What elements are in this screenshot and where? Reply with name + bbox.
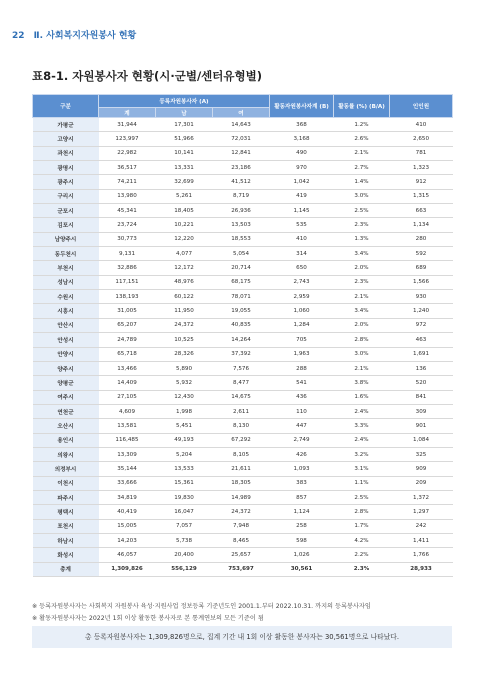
cell-rate: 2.5% xyxy=(334,490,390,504)
cell-staff: 1,315 xyxy=(390,189,453,203)
cell-staff: 410 xyxy=(390,118,453,132)
cell-female: 7,576 xyxy=(213,361,270,375)
cell-rate: 2.8% xyxy=(334,333,390,347)
cell-total: 36,517 xyxy=(99,161,156,175)
section-title: Ⅱ. 사회복지자원봉사 현황 xyxy=(33,31,137,41)
cell-female: 37,392 xyxy=(213,347,270,361)
cell-total: 13,466 xyxy=(99,361,156,375)
cell-active: 383 xyxy=(270,476,334,490)
cell-total: 13,581 xyxy=(99,419,156,433)
cell-region: 안산시 xyxy=(33,318,99,332)
cell-female: 18,305 xyxy=(213,476,270,490)
table-row xyxy=(33,548,453,562)
cell-rate: 2.1% xyxy=(334,290,390,304)
cell-staff: 1,240 xyxy=(390,304,453,318)
table-row xyxy=(33,204,453,218)
table-row xyxy=(33,505,453,519)
cell-active: 2,959 xyxy=(270,290,334,304)
cell-male: 11,950 xyxy=(156,304,213,318)
cell-region: 화성시 xyxy=(33,548,99,562)
table-row xyxy=(33,476,453,490)
table-row xyxy=(33,376,453,390)
cell-female: 20,714 xyxy=(213,261,270,275)
cell-rate: 3.1% xyxy=(334,462,390,476)
cell-male: 60,122 xyxy=(156,290,213,304)
cell-staff: 972 xyxy=(390,318,453,332)
cell-staff: 689 xyxy=(390,261,453,275)
table-row xyxy=(33,218,453,232)
cell-region: 양주시 xyxy=(33,361,99,375)
cell-staff: 520 xyxy=(390,376,453,390)
col-active-header: 활동자원봉사자계 (B) xyxy=(270,95,334,118)
cell-total: 22,982 xyxy=(99,146,156,160)
cell-staff: 1,134 xyxy=(390,218,453,232)
cell-region: 하남시 xyxy=(33,533,99,547)
cell-active: 368 xyxy=(270,118,334,132)
cell-male: 5,261 xyxy=(156,189,213,203)
cell-male: 4,077 xyxy=(156,247,213,261)
cell-region: 광주시 xyxy=(33,175,99,189)
cell-male: 10,141 xyxy=(156,146,213,160)
cell-female: 25,657 xyxy=(213,548,270,562)
table-row xyxy=(33,118,453,132)
cell-female: 2,611 xyxy=(213,404,270,418)
cell-total: 31,005 xyxy=(99,304,156,318)
cell-staff: 909 xyxy=(390,462,453,476)
cell-female: 26,936 xyxy=(213,204,270,218)
table-row xyxy=(33,447,453,461)
table-row xyxy=(33,132,453,146)
cell-rate: 2.3% xyxy=(334,562,390,576)
cell-total: 65,207 xyxy=(99,318,156,332)
cell-region: 김포시 xyxy=(33,218,99,232)
cell-total: 116,485 xyxy=(99,433,156,447)
cell-rate: 2.3% xyxy=(334,218,390,232)
cell-male: 17,301 xyxy=(156,118,213,132)
volunteer-table xyxy=(32,94,452,577)
cell-active: 1,145 xyxy=(270,204,334,218)
cell-rate: 1.6% xyxy=(334,390,390,404)
cell-male: 5,890 xyxy=(156,361,213,375)
table-row xyxy=(33,361,453,375)
cell-region: 남양주시 xyxy=(33,232,99,246)
cell-region: 오산시 xyxy=(33,419,99,433)
table-row xyxy=(33,347,453,361)
data-table xyxy=(32,94,453,577)
cell-total: 14,409 xyxy=(99,376,156,390)
cell-rate: 3.8% xyxy=(334,376,390,390)
cell-staff: 841 xyxy=(390,390,453,404)
cell-region: 시흥시 xyxy=(33,304,99,318)
cell-total: 4,609 xyxy=(99,404,156,418)
cell-active: 110 xyxy=(270,404,334,418)
cell-region: 성남시 xyxy=(33,275,99,289)
cell-staff: 1,566 xyxy=(390,275,453,289)
cell-total: 32,886 xyxy=(99,261,156,275)
cell-total: 30,773 xyxy=(99,232,156,246)
summary-box: 총 등록자원봉사자는 1,309,826명으로, 집계 기간 내 1회 이상 활동한 봉사자는 30,561명으로 나타났다. xyxy=(32,626,452,648)
cell-active: 541 xyxy=(270,376,334,390)
cell-total: 46,057 xyxy=(99,548,156,562)
cell-region: 의왕시 xyxy=(33,447,99,461)
table-row xyxy=(33,304,453,318)
cell-total: 33,666 xyxy=(99,476,156,490)
cell-region: 여주시 xyxy=(33,390,99,404)
table-row xyxy=(33,290,453,304)
cell-staff: 1,084 xyxy=(390,433,453,447)
table-notes xyxy=(32,601,371,625)
cell-male: 7,057 xyxy=(156,519,213,533)
cell-staff: 912 xyxy=(390,175,453,189)
cell-total: 74,211 xyxy=(99,175,156,189)
cell-rate: 2.6% xyxy=(334,132,390,146)
cell-female: 14,989 xyxy=(213,490,270,504)
cell-female: 13,503 xyxy=(213,218,270,232)
table-row xyxy=(33,189,453,203)
cell-active: 3,168 xyxy=(270,132,334,146)
cell-rate: 1.2% xyxy=(334,118,390,132)
cell-female: 8,130 xyxy=(213,419,270,433)
table-row xyxy=(33,333,453,347)
cell-staff: 1,372 xyxy=(390,490,453,504)
cell-active: 436 xyxy=(270,390,334,404)
cell-total: 23,724 xyxy=(99,218,156,232)
col-female-header: 여 xyxy=(213,108,270,118)
cell-total: 15,005 xyxy=(99,519,156,533)
table-row xyxy=(33,261,453,275)
cell-rate: 2.1% xyxy=(334,361,390,375)
cell-active: 447 xyxy=(270,419,334,433)
cell-male: 556,129 xyxy=(156,562,213,576)
cell-rate: 3.3% xyxy=(334,419,390,433)
cell-active: 705 xyxy=(270,333,334,347)
cell-rate: 2.0% xyxy=(334,318,390,332)
cell-staff: 930 xyxy=(390,290,453,304)
cell-staff: 280 xyxy=(390,232,453,246)
table-row xyxy=(33,390,453,404)
cell-region: 부천시 xyxy=(33,261,99,275)
table-row xyxy=(33,533,453,547)
cell-region: 동두천시 xyxy=(33,247,99,261)
cell-female: 78,071 xyxy=(213,290,270,304)
cell-staff: 309 xyxy=(390,404,453,418)
cell-rate: 3.2% xyxy=(334,447,390,461)
note-2: ※ 활동자원봉사자는 2022년 1회 이상 활동한 봉사자로 본 통계연보의 모든 기준이 됨 xyxy=(32,615,264,622)
cell-male: 15,361 xyxy=(156,476,213,490)
cell-male: 16,047 xyxy=(156,505,213,519)
cell-male: 19,830 xyxy=(156,490,213,504)
cell-region: 용인시 xyxy=(33,433,99,447)
table-row xyxy=(33,433,453,447)
cell-rate: 3.4% xyxy=(334,304,390,318)
cell-region: 총계 xyxy=(33,562,99,576)
col-staff-header: 인인원 xyxy=(390,95,453,118)
cell-staff: 901 xyxy=(390,419,453,433)
cell-total: 31,944 xyxy=(99,118,156,132)
cell-female: 40,835 xyxy=(213,318,270,332)
cell-region: 포천시 xyxy=(33,519,99,533)
cell-male: 28,326 xyxy=(156,347,213,361)
cell-active: 535 xyxy=(270,218,334,232)
cell-staff: 463 xyxy=(390,333,453,347)
note-1: ※ 등록자원봉사자는 사회복지 자원봉사 육성·지원사업 정보등록 기준년도인 2001.1.부터 2022.10.31. 까지의 등록봉사자임 xyxy=(32,603,371,610)
cell-staff: 2,650 xyxy=(390,132,453,146)
cell-region: 과천시 xyxy=(33,146,99,160)
table-row xyxy=(33,161,453,175)
cell-female: 8,719 xyxy=(213,189,270,203)
page-header-text xyxy=(12,28,136,41)
cell-male: 51,966 xyxy=(156,132,213,146)
cell-active: 410 xyxy=(270,232,334,246)
col-rate-header: 활동률 (%) (B/A) xyxy=(334,95,390,118)
cell-active: 1,963 xyxy=(270,347,334,361)
cell-rate: 2.3% xyxy=(334,275,390,289)
cell-female: 24,372 xyxy=(213,505,270,519)
cell-female: 23,186 xyxy=(213,161,270,175)
cell-female: 753,697 xyxy=(213,562,270,576)
cell-region: 안성시 xyxy=(33,333,99,347)
cell-staff: 663 xyxy=(390,204,453,218)
cell-rate: 1.7% xyxy=(334,519,390,533)
cell-active: 857 xyxy=(270,490,334,504)
cell-rate: 3.4% xyxy=(334,247,390,261)
cell-male: 5,204 xyxy=(156,447,213,461)
cell-staff: 781 xyxy=(390,146,453,160)
col-region-header: 구분 xyxy=(33,95,99,118)
cell-region: 평택시 xyxy=(33,505,99,519)
cell-female: 14,675 xyxy=(213,390,270,404)
cell-female: 72,031 xyxy=(213,132,270,146)
cell-rate: 2.7% xyxy=(334,161,390,175)
cell-active: 598 xyxy=(270,533,334,547)
cell-staff: 1,323 xyxy=(390,161,453,175)
cell-rate: 2.4% xyxy=(334,404,390,418)
cell-staff: 28,933 xyxy=(390,562,453,576)
cell-total: 138,193 xyxy=(99,290,156,304)
cell-rate: 3.0% xyxy=(334,347,390,361)
cell-female: 12,841 xyxy=(213,146,270,160)
cell-region: 가평군 xyxy=(33,118,99,132)
cell-active: 288 xyxy=(270,361,334,375)
cell-region: 수원시 xyxy=(33,290,99,304)
cell-active: 1,124 xyxy=(270,505,334,519)
cell-rate: 2.0% xyxy=(334,261,390,275)
cell-active: 314 xyxy=(270,247,334,261)
cell-male: 5,932 xyxy=(156,376,213,390)
cell-total: 24,789 xyxy=(99,333,156,347)
table-row xyxy=(33,318,453,332)
cell-female: 67,292 xyxy=(213,433,270,447)
table-row xyxy=(33,175,453,189)
cell-staff: 1,297 xyxy=(390,505,453,519)
cell-staff: 209 xyxy=(390,476,453,490)
cell-male: 48,976 xyxy=(156,275,213,289)
cell-region: 이천시 xyxy=(33,476,99,490)
cell-region: 광명시 xyxy=(33,161,99,175)
cell-active: 1,284 xyxy=(270,318,334,332)
cell-female: 41,512 xyxy=(213,175,270,189)
cell-rate: 2.8% xyxy=(334,505,390,519)
col-total-header: 계 xyxy=(99,108,156,118)
cell-region: 고양시 xyxy=(33,132,99,146)
cell-active: 2,749 xyxy=(270,433,334,447)
cell-total: 13,309 xyxy=(99,447,156,461)
cell-staff: 1,691 xyxy=(390,347,453,361)
cell-region: 군포시 xyxy=(33,204,99,218)
cell-female: 14,264 xyxy=(213,333,270,347)
cell-female: 14,643 xyxy=(213,118,270,132)
table-title: 표8-1. 자원봉사자 현황(시·군별/센터유형별) xyxy=(32,69,262,83)
cell-male: 5,451 xyxy=(156,419,213,433)
table-row xyxy=(33,419,453,433)
cell-active: 419 xyxy=(270,189,334,203)
cell-staff: 136 xyxy=(390,361,453,375)
cell-rate: 1.3% xyxy=(334,232,390,246)
cell-total: 35,144 xyxy=(99,462,156,476)
cell-male: 13,533 xyxy=(156,462,213,476)
cell-male: 12,430 xyxy=(156,390,213,404)
table-row xyxy=(33,275,453,289)
table-row xyxy=(33,462,453,476)
cell-female: 21,611 xyxy=(213,462,270,476)
cell-male: 24,372 xyxy=(156,318,213,332)
cell-active: 258 xyxy=(270,519,334,533)
cell-active: 1,042 xyxy=(270,175,334,189)
cell-total: 123,997 xyxy=(99,132,156,146)
cell-male: 1,998 xyxy=(156,404,213,418)
page-header xyxy=(0,0,480,70)
cell-female: 5,054 xyxy=(213,247,270,261)
cell-region: 연천군 xyxy=(33,404,99,418)
cell-male: 20,400 xyxy=(156,548,213,562)
table-row xyxy=(33,519,453,533)
cell-rate: 4.2% xyxy=(334,533,390,547)
cell-active: 970 xyxy=(270,161,334,175)
cell-female: 7,948 xyxy=(213,519,270,533)
cell-staff: 592 xyxy=(390,247,453,261)
cell-total: 1,309,826 xyxy=(99,562,156,576)
cell-male: 10,525 xyxy=(156,333,213,347)
cell-region: 안양시 xyxy=(33,347,99,361)
cell-male: 5,738 xyxy=(156,533,213,547)
cell-male: 12,220 xyxy=(156,232,213,246)
cell-total: 40,419 xyxy=(99,505,156,519)
table-row xyxy=(33,490,453,504)
cell-total: 117,151 xyxy=(99,275,156,289)
cell-male: 49,193 xyxy=(156,433,213,447)
cell-male: 13,331 xyxy=(156,161,213,175)
cell-region: 구리시 xyxy=(33,189,99,203)
cell-rate: 2.2% xyxy=(334,548,390,562)
page-number: 22 xyxy=(12,31,25,41)
cell-total: 14,203 xyxy=(99,533,156,547)
table-row xyxy=(33,247,453,261)
table-row xyxy=(33,404,453,418)
table-body xyxy=(33,118,453,577)
cell-male: 18,405 xyxy=(156,204,213,218)
cell-total: 13,980 xyxy=(99,189,156,203)
cell-female: 8,477 xyxy=(213,376,270,390)
table-row xyxy=(33,146,453,160)
cell-active: 426 xyxy=(270,447,334,461)
cell-staff: 325 xyxy=(390,447,453,461)
cell-rate: 2.4% xyxy=(334,433,390,447)
col-male-header: 남 xyxy=(156,108,213,118)
cell-female: 19,055 xyxy=(213,304,270,318)
cell-male: 10,221 xyxy=(156,218,213,232)
cell-rate: 1.1% xyxy=(334,476,390,490)
table-row xyxy=(33,232,453,246)
cell-region: 양평군 xyxy=(33,376,99,390)
cell-total: 65,718 xyxy=(99,347,156,361)
cell-total: 27,105 xyxy=(99,390,156,404)
cell-active: 1,093 xyxy=(270,462,334,476)
cell-active: 2,743 xyxy=(270,275,334,289)
cell-rate: 2.5% xyxy=(334,204,390,218)
cell-staff: 242 xyxy=(390,519,453,533)
cell-female: 8,105 xyxy=(213,447,270,461)
cell-rate: 3.0% xyxy=(334,189,390,203)
cell-rate: 2.1% xyxy=(334,146,390,160)
cell-total: 9,131 xyxy=(99,247,156,261)
cell-female: 68,175 xyxy=(213,275,270,289)
cell-active: 490 xyxy=(270,146,334,160)
cell-rate: 1.4% xyxy=(334,175,390,189)
cell-female: 18,553 xyxy=(213,232,270,246)
cell-female: 8,465 xyxy=(213,533,270,547)
col-registered-header: 등록자원봉사자 (A) xyxy=(99,95,270,108)
cell-male: 12,172 xyxy=(156,261,213,275)
cell-total: 34,819 xyxy=(99,490,156,504)
cell-region: 파주시 xyxy=(33,490,99,504)
cell-active: 30,561 xyxy=(270,562,334,576)
cell-male: 32,699 xyxy=(156,175,213,189)
cell-staff: 1,766 xyxy=(390,548,453,562)
cell-total: 45,341 xyxy=(99,204,156,218)
cell-staff: 1,411 xyxy=(390,533,453,547)
cell-region: 의정부시 xyxy=(33,462,99,476)
total-row xyxy=(33,562,453,576)
cell-active: 1,026 xyxy=(270,548,334,562)
cell-active: 650 xyxy=(270,261,334,275)
cell-active: 1,060 xyxy=(270,304,334,318)
